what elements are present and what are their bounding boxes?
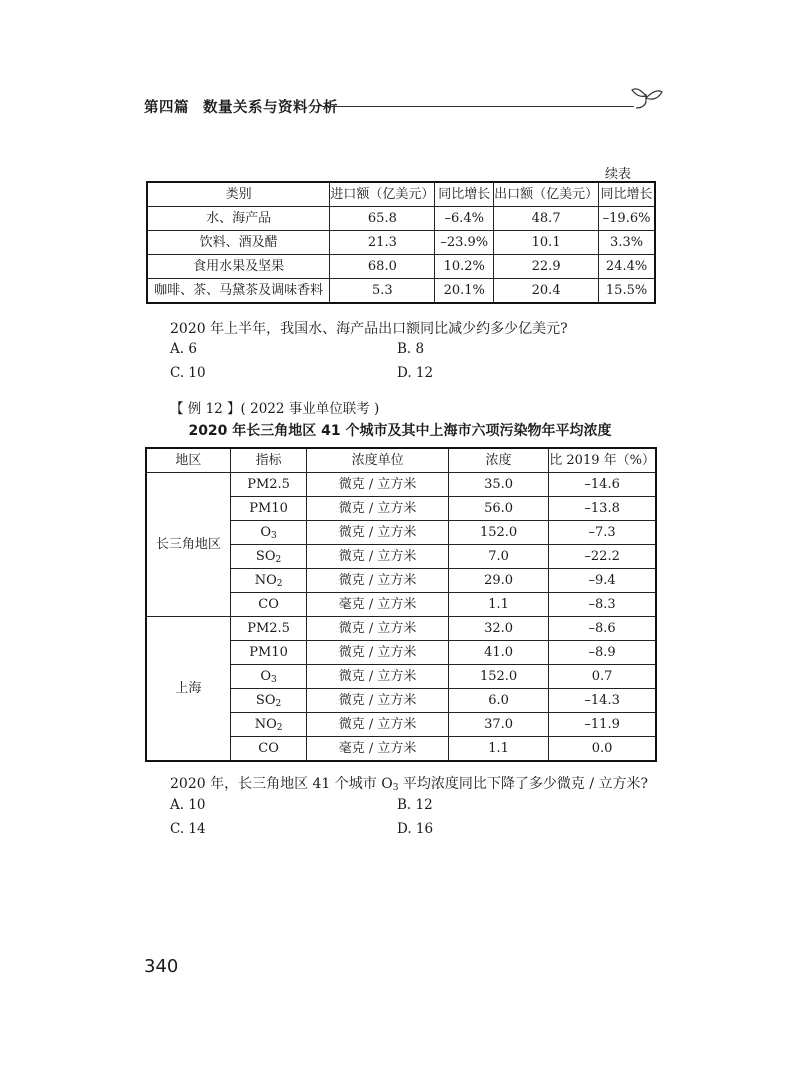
value-cell: 15.5% bbox=[599, 279, 655, 304]
indicator-subscript: 2 bbox=[275, 555, 282, 565]
value-cell: 20.4 bbox=[494, 279, 599, 304]
part-label: 第四篇 bbox=[144, 100, 189, 116]
value-cell: 37.0 bbox=[448, 713, 548, 737]
unit-cell: 微克 / 立方米 bbox=[307, 497, 448, 521]
header-rule bbox=[322, 106, 634, 107]
indicator-cell bbox=[230, 641, 307, 665]
unit-cell: 微克 / 立方米 bbox=[307, 641, 448, 665]
value-cell: 65.8 bbox=[330, 207, 435, 231]
table-header-row bbox=[147, 182, 655, 207]
indicator-name: PM2.5 bbox=[247, 477, 290, 492]
unit-cell: 微克 / 立方米 bbox=[307, 521, 448, 545]
value-cell: –6.4% bbox=[435, 207, 494, 231]
column-header: 比 2019 年（%） bbox=[549, 448, 656, 473]
question-2-before: 2020 年，长三角地区 41 个城市 O bbox=[170, 776, 393, 792]
indicator-name: PM10 bbox=[249, 501, 288, 516]
indicator-name: NO bbox=[254, 573, 277, 588]
value-cell: 1.1 bbox=[448, 737, 548, 762]
indicator-name: CO bbox=[258, 741, 279, 756]
category-cell: 饮料、酒及醋 bbox=[147, 231, 330, 255]
indicator-cell bbox=[230, 617, 307, 641]
indicator-name: CO bbox=[258, 597, 279, 612]
indicator-cell bbox=[230, 521, 307, 545]
unit-cell: 微克 / 立方米 bbox=[307, 713, 448, 737]
unit-cell: 微克 / 立方米 bbox=[307, 545, 448, 569]
example-label: 【 例 12 】( 2022 事业单位联考 ) bbox=[170, 401, 380, 417]
table-row bbox=[147, 279, 655, 304]
indicator-name: PM10 bbox=[249, 645, 288, 660]
value-cell: 48.7 bbox=[494, 207, 599, 231]
indicator-name: NO bbox=[254, 717, 277, 732]
indicator-cell bbox=[230, 473, 307, 497]
value-cell: 10.2% bbox=[435, 255, 494, 279]
region-cell: 长三角地区 bbox=[146, 473, 230, 617]
indicator-name: O bbox=[260, 669, 272, 684]
value-cell: 41.0 bbox=[448, 641, 548, 665]
option-a: A. 10 bbox=[170, 797, 206, 813]
category-cell: 水、海产品 bbox=[147, 207, 330, 231]
table-2-title: 2020 年长三角地区 41 个城市及其中上海市六项污染物年平均浓度 bbox=[188, 423, 612, 439]
indicator-cell bbox=[230, 593, 307, 617]
continued-label: 续表 bbox=[605, 167, 632, 182]
column-header: 出口额（亿美元） bbox=[494, 182, 599, 207]
column-header: 同比增长 bbox=[599, 182, 655, 207]
column-header: 浓度 bbox=[448, 448, 548, 473]
indicator-name: PM2.5 bbox=[247, 621, 290, 636]
value-cell: 152.0 bbox=[448, 665, 548, 689]
value-cell: 21.3 bbox=[330, 231, 435, 255]
option-b: B. 8 bbox=[397, 341, 425, 357]
value-cell: 3.3% bbox=[599, 231, 655, 255]
indicator-cell bbox=[230, 545, 307, 569]
question-2-sub: 3 bbox=[392, 783, 399, 793]
option-d: D. 12 bbox=[397, 365, 434, 381]
unit-cell: 毫克 / 立方米 bbox=[307, 593, 448, 617]
value-cell: 20.1% bbox=[435, 279, 494, 304]
change-cell: –22.2 bbox=[549, 545, 656, 569]
sprout-icon bbox=[630, 84, 664, 112]
change-cell: 0.7 bbox=[549, 665, 656, 689]
region-cell: 上海 bbox=[146, 617, 230, 762]
indicator-subscript: 3 bbox=[271, 675, 277, 685]
part-title: 数量关系与资料分析 bbox=[203, 100, 338, 116]
value-cell: 6.0 bbox=[448, 689, 548, 713]
change-cell: 0.0 bbox=[549, 737, 656, 762]
indicator-cell bbox=[230, 569, 307, 593]
value-cell: 24.4% bbox=[599, 255, 655, 279]
table-row bbox=[147, 255, 655, 279]
category-cell: 食用水果及坚果 bbox=[147, 255, 330, 279]
indicator-cell bbox=[230, 713, 307, 737]
indicator-subscript: 2 bbox=[276, 723, 283, 733]
indicator-subscript: 3 bbox=[271, 531, 277, 541]
change-cell: –13.8 bbox=[549, 497, 656, 521]
value-cell: 35.0 bbox=[448, 473, 548, 497]
unit-cell: 微克 / 立方米 bbox=[307, 665, 448, 689]
option-b: B. 12 bbox=[397, 797, 433, 813]
change-cell: –8.9 bbox=[549, 641, 656, 665]
change-cell: –7.3 bbox=[549, 521, 656, 545]
table-row bbox=[146, 473, 656, 497]
value-cell: 5.3 bbox=[330, 279, 435, 304]
column-header: 地区 bbox=[146, 448, 230, 473]
option-c: C. 14 bbox=[170, 821, 206, 837]
column-header: 类别 bbox=[147, 182, 330, 207]
value-cell: 7.0 bbox=[448, 545, 548, 569]
option-a: A. 6 bbox=[170, 341, 197, 357]
indicator-cell bbox=[230, 689, 307, 713]
change-cell: –8.3 bbox=[549, 593, 656, 617]
value-cell: 10.1 bbox=[494, 231, 599, 255]
category-cell: 咖啡、茶、马黛茶及调味香料 bbox=[147, 279, 330, 304]
value-cell: –19.6% bbox=[599, 207, 655, 231]
option-c: C. 10 bbox=[170, 365, 206, 381]
table-row bbox=[146, 617, 656, 641]
value-cell: 152.0 bbox=[448, 521, 548, 545]
column-header: 同比增长 bbox=[435, 182, 494, 207]
value-cell: 29.0 bbox=[448, 569, 548, 593]
table-header-row bbox=[146, 448, 656, 473]
indicator-name: SO bbox=[255, 693, 276, 708]
value-cell: –23.9% bbox=[435, 231, 494, 255]
indicator-name: SO bbox=[255, 549, 276, 564]
indicator-subscript: 2 bbox=[276, 579, 283, 589]
unit-cell: 微克 / 立方米 bbox=[307, 617, 448, 641]
change-cell: –9.4 bbox=[549, 569, 656, 593]
trade-table bbox=[146, 181, 656, 304]
indicator-subscript: 2 bbox=[275, 699, 282, 709]
option-d: D. 16 bbox=[397, 821, 434, 837]
value-cell: 56.0 bbox=[448, 497, 548, 521]
indicator-cell bbox=[230, 497, 307, 521]
running-header bbox=[144, 96, 352, 117]
value-cell: 32.0 bbox=[448, 617, 548, 641]
unit-cell: 微克 / 立方米 bbox=[307, 569, 448, 593]
indicator-cell bbox=[230, 737, 307, 762]
pollutant-table bbox=[145, 447, 657, 762]
table-row bbox=[147, 231, 655, 255]
indicator-cell bbox=[230, 665, 307, 689]
change-cell: –11.9 bbox=[549, 713, 656, 737]
column-header: 浓度单位 bbox=[307, 448, 448, 473]
value-cell: 1.1 bbox=[448, 593, 548, 617]
unit-cell: 微克 / 立方米 bbox=[307, 689, 448, 713]
unit-cell: 微克 / 立方米 bbox=[307, 473, 448, 497]
change-cell: –8.6 bbox=[549, 617, 656, 641]
question-2-after: 平均浓度同比下降了多少微克 / 立方米? bbox=[398, 776, 649, 792]
question-1-text: 2020 年上半年，我国水、海产品出口额同比减少约多少亿美元? bbox=[170, 321, 568, 337]
change-cell: –14.6 bbox=[549, 473, 656, 497]
question-2-text bbox=[170, 773, 648, 793]
column-header: 指标 bbox=[230, 448, 307, 473]
value-cell: 68.0 bbox=[330, 255, 435, 279]
unit-cell: 毫克 / 立方米 bbox=[307, 737, 448, 762]
value-cell: 22.9 bbox=[494, 255, 599, 279]
page-number: 340 bbox=[144, 956, 179, 977]
change-cell: –14.3 bbox=[549, 689, 656, 713]
table-row bbox=[147, 207, 655, 231]
column-header: 进口额（亿美元） bbox=[330, 182, 435, 207]
indicator-name: O bbox=[260, 525, 272, 540]
